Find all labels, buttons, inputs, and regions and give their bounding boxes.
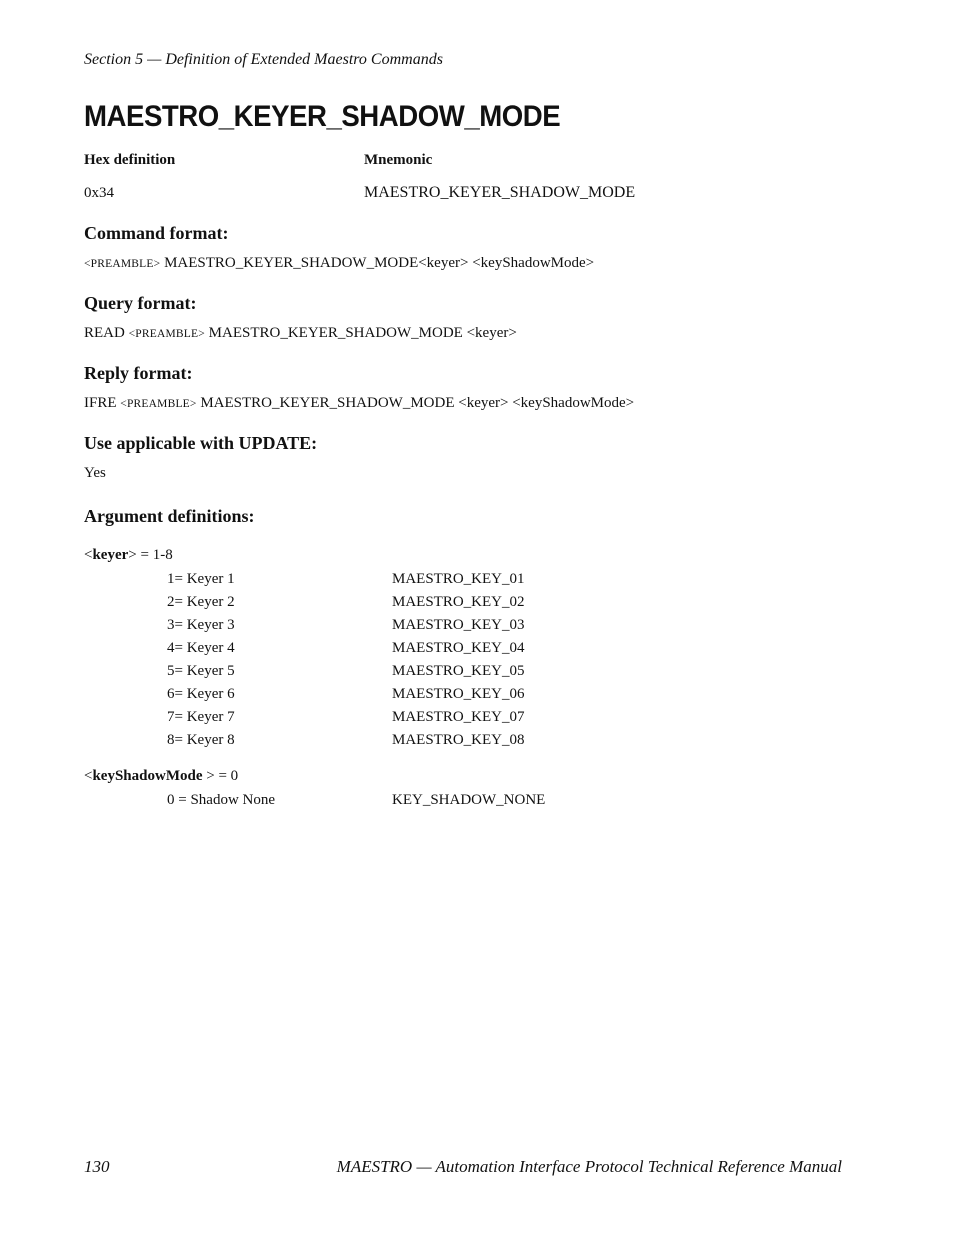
keyer-open: < bbox=[84, 547, 93, 563]
argument-value-label: 0 = Shadow None bbox=[167, 792, 276, 808]
argument-value-mnemonic: MAESTRO_KEY_03 bbox=[392, 617, 525, 633]
query-format-line bbox=[84, 325, 517, 342]
reply-format-heading: Reply format: bbox=[84, 363, 193, 383]
mnemonic-value: MAESTRO_KEYER_SHADOW_MODE bbox=[364, 184, 636, 201]
running-head: Section 5 — Definition of Extended Maestro Commands bbox=[84, 51, 443, 68]
shadow-mode-argument-line bbox=[84, 768, 238, 785]
update-heading: Use applicable with UPDATE: bbox=[84, 433, 318, 453]
reply-preamble: <PREAMBLE> bbox=[120, 398, 197, 410]
reply-prefix: IFRE bbox=[84, 395, 121, 411]
argument-value-label: 7= Keyer 7 bbox=[167, 709, 235, 725]
argument-value-mnemonic: MAESTRO_KEY_07 bbox=[392, 709, 525, 725]
argument-value-label: 2= Keyer 2 bbox=[167, 594, 235, 610]
argument-value-mnemonic: KEY_SHADOW_NONE bbox=[392, 792, 546, 808]
shadow-mode-range: > = 0 bbox=[202, 768, 239, 784]
command-format-heading: Command format: bbox=[84, 223, 229, 243]
argument-value-label: 4= Keyer 4 bbox=[167, 640, 235, 656]
mnemonic-label: Mnemonic bbox=[364, 152, 433, 168]
argument-value-label: 8= Keyer 8 bbox=[167, 732, 235, 748]
argument-value-mnemonic: MAESTRO_KEY_01 bbox=[392, 571, 525, 587]
command-preamble: <PREAMBLE> bbox=[84, 258, 161, 270]
argument-value-mnemonic: MAESTRO_KEY_06 bbox=[392, 686, 525, 702]
argument-value-mnemonic: MAESTRO_KEY_05 bbox=[392, 663, 525, 679]
query-prefix: READ bbox=[84, 325, 129, 341]
shadow-mode-name: keyShadowMode bbox=[92, 768, 203, 784]
argument-value-label: 5= Keyer 5 bbox=[167, 663, 235, 679]
argument-value-mnemonic: MAESTRO_KEY_02 bbox=[392, 594, 525, 610]
reply-rest: MAESTRO_KEYER_SHADOW_MODE <keyer> <keyShadowMode> bbox=[196, 395, 635, 411]
query-preamble: <PREAMBLE> bbox=[128, 328, 205, 340]
reply-format-line bbox=[84, 395, 634, 412]
keyer-name: keyer bbox=[92, 547, 129, 563]
argument-value-label: 1= Keyer 1 bbox=[167, 571, 235, 587]
query-format-heading: Query format: bbox=[84, 293, 197, 313]
page-number: 130 bbox=[84, 1157, 110, 1176]
argument-value-mnemonic: MAESTRO_KEY_04 bbox=[392, 640, 525, 656]
page-title: MAESTRO_KEYER_SHADOW_MODE bbox=[84, 100, 561, 133]
argument-value-mnemonic: MAESTRO_KEY_08 bbox=[392, 732, 525, 748]
argument-value-label: 6= Keyer 6 bbox=[167, 686, 235, 702]
argument-value-label: 3= Keyer 3 bbox=[167, 617, 235, 633]
query-rest: MAESTRO_KEYER_SHADOW_MODE <keyer> bbox=[204, 325, 517, 341]
hex-definition-label: Hex definition bbox=[84, 152, 176, 168]
command-format-line bbox=[84, 255, 594, 272]
command-rest: MAESTRO_KEYER_SHADOW_MODE<keyer> <keyShadowMode> bbox=[160, 255, 595, 271]
keyer-range: > = 1-8 bbox=[128, 547, 173, 563]
hex-value: 0x34 bbox=[84, 185, 114, 201]
manual-title: MAESTRO — Automation Interface Protocol Technical Reference Manual bbox=[336, 1157, 842, 1176]
update-value: Yes bbox=[84, 465, 106, 481]
argument-definitions-heading: Argument definitions: bbox=[84, 506, 255, 526]
shadow-mode-open: < bbox=[84, 768, 93, 784]
keyer-argument-line bbox=[84, 547, 173, 564]
